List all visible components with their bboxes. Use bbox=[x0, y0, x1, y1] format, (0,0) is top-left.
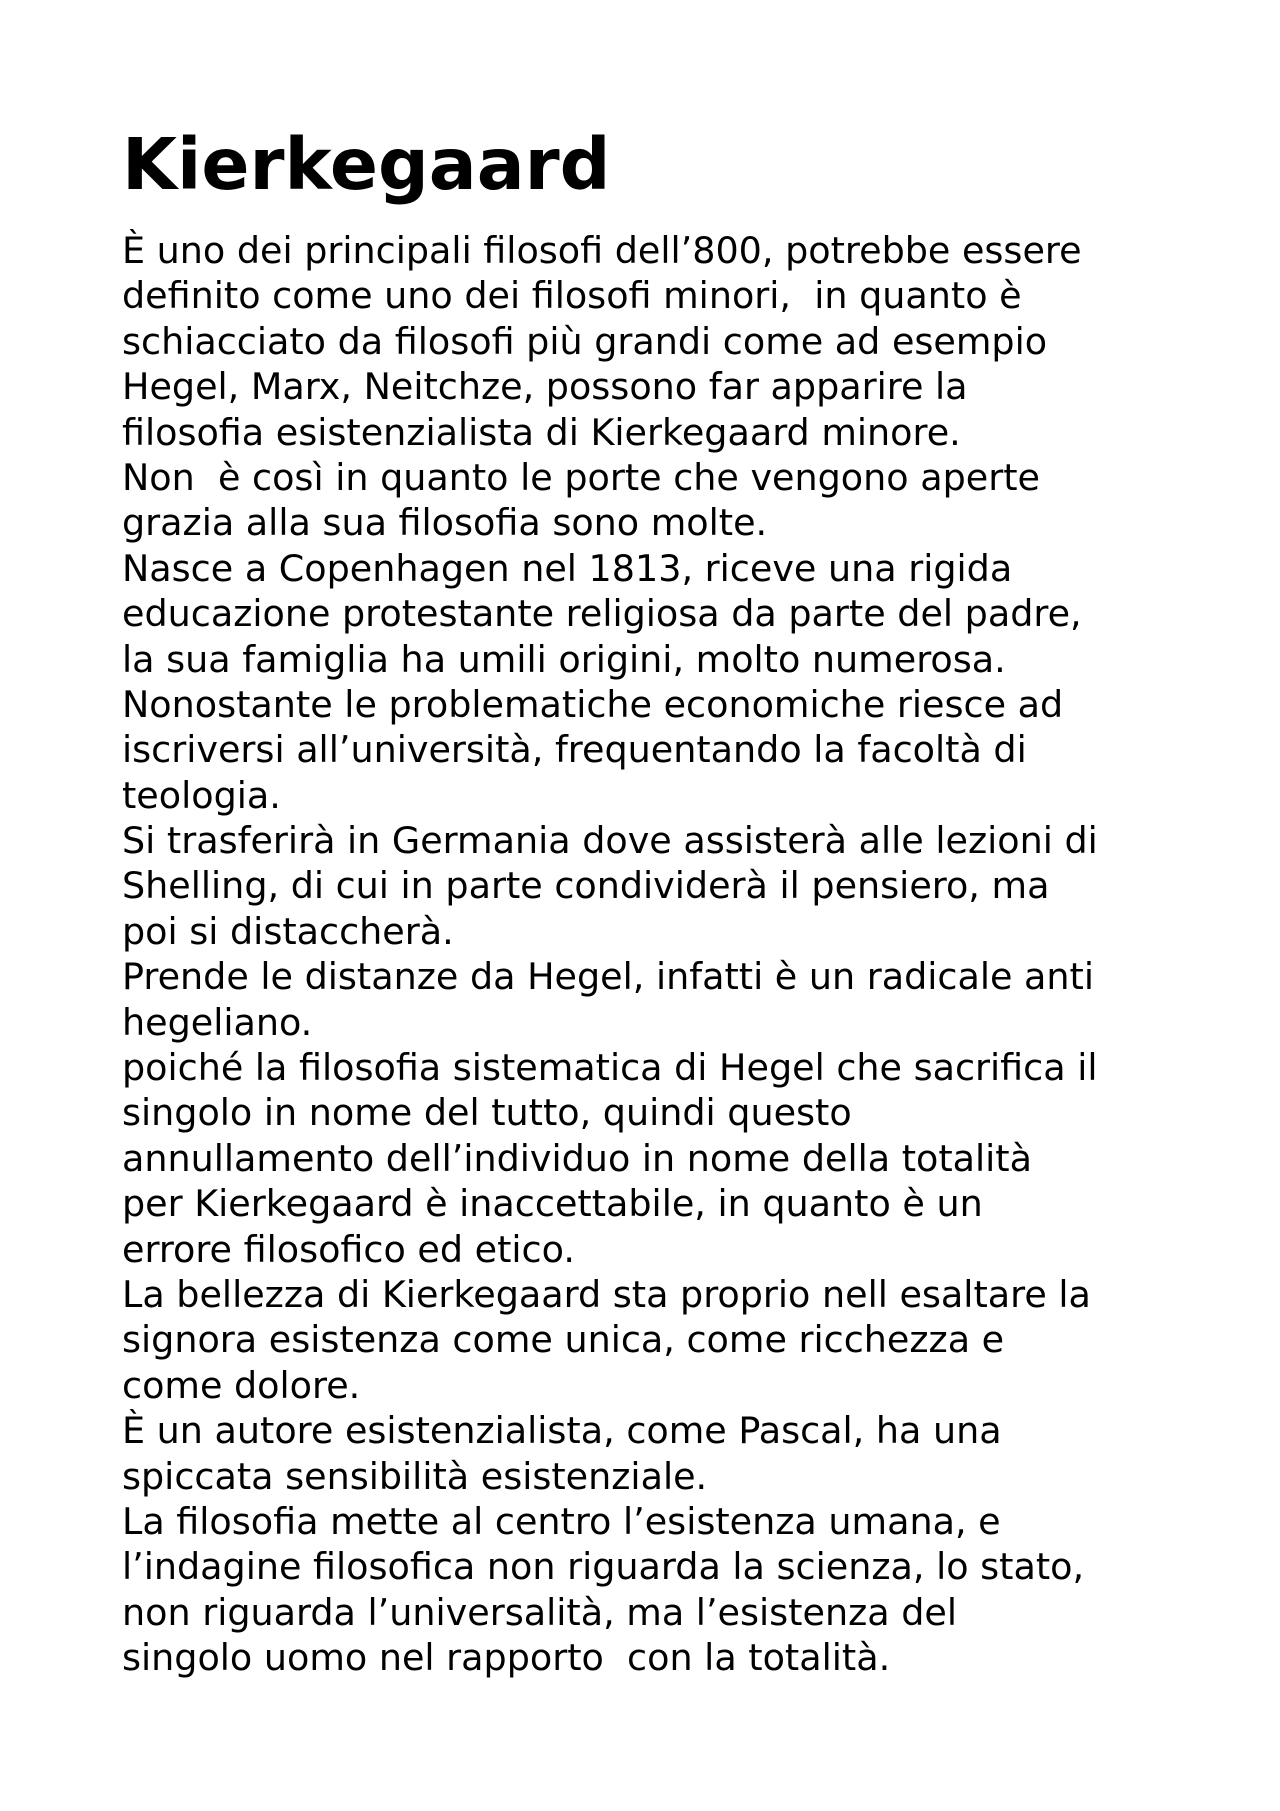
text-line: La bellezza di Kierkegaard sta proprio nell esaltare la bbox=[122, 1272, 1091, 1316]
text-line: La filosofia mette al centro l’esistenza umana, e bbox=[122, 1499, 1001, 1543]
text-line: iscriversi all’università, frequentando la facoltà di bbox=[122, 728, 1027, 772]
text-line: l’indagine filosofica non riguarda la scienza, lo stato, bbox=[122, 1545, 1085, 1589]
text-line: filosofia esistenzialista di Kierkegaard minore. bbox=[122, 410, 961, 454]
document-body bbox=[122, 228, 1242, 1681]
text-line: È un autore esistenzialista, come Pascal, ha una bbox=[122, 1409, 1002, 1453]
text-line: definito come uno dei filosofi minori, in quanto è bbox=[122, 274, 1022, 318]
text-line: signora esistenza come unica, come ricchezza e bbox=[122, 1318, 1005, 1362]
text-line: Hegel, Marx, Neitchze, possono far apparire la bbox=[122, 365, 968, 409]
text-line: Nasce a Copenhagen nel 1813, riceve una rigida bbox=[122, 546, 1013, 590]
text-line: non riguarda l’universalità, ma l’esistenza del bbox=[122, 1590, 957, 1634]
text-line: grazia alla sua filosofia sono molte. bbox=[122, 501, 768, 545]
text-line: annullamento dell’individuo in nome della totalità bbox=[122, 1136, 1032, 1180]
text-line: Si trasferirà in Germania dove assisterà alle lezioni di bbox=[122, 819, 1098, 863]
text-line: educazione protestante religiosa da parte del padre, bbox=[122, 592, 1082, 636]
text-line: Prende le distanze da Hegel, infatti è un radicale anti bbox=[122, 955, 1095, 999]
text-line: poi si distaccherà. bbox=[122, 909, 454, 953]
text-line: singolo uomo nel rapporto con la totalità. bbox=[122, 1636, 891, 1680]
text-line: errore filosofico ed etico. bbox=[122, 1227, 575, 1271]
text-line: hegeliano. bbox=[122, 1000, 313, 1044]
text-line: singolo in nome del tutto, quindi questo bbox=[122, 1091, 852, 1135]
text-line: poiché la filosofia sistematica di Hegel che sacrifica il bbox=[122, 1046, 1098, 1090]
text-line: È uno dei principali filosofi dell’800, potrebbe essere bbox=[122, 229, 1082, 272]
text-line: come dolore. bbox=[122, 1363, 361, 1407]
text-line: per Kierkegaard è inaccettabile, in quanto è un bbox=[122, 1182, 983, 1226]
text-line: Shelling, di cui in parte condividerà il pensiero, ma bbox=[122, 864, 1050, 908]
page-title: Kierkegaard bbox=[122, 123, 611, 206]
text-line: Nonostante le problematiche economiche riesce ad bbox=[122, 682, 1064, 726]
text-line: spiccata sensibilità esistenziale. bbox=[122, 1454, 708, 1498]
text-line: teologia. bbox=[122, 773, 281, 817]
text-line: schiacciato da filosofi più grandi come ad esempio bbox=[122, 319, 1048, 363]
text-line: Non è così in quanto le porte che vengono aperte bbox=[122, 455, 1040, 499]
text-line: la sua famiglia ha umili origini, molto numerosa. bbox=[122, 637, 1006, 681]
